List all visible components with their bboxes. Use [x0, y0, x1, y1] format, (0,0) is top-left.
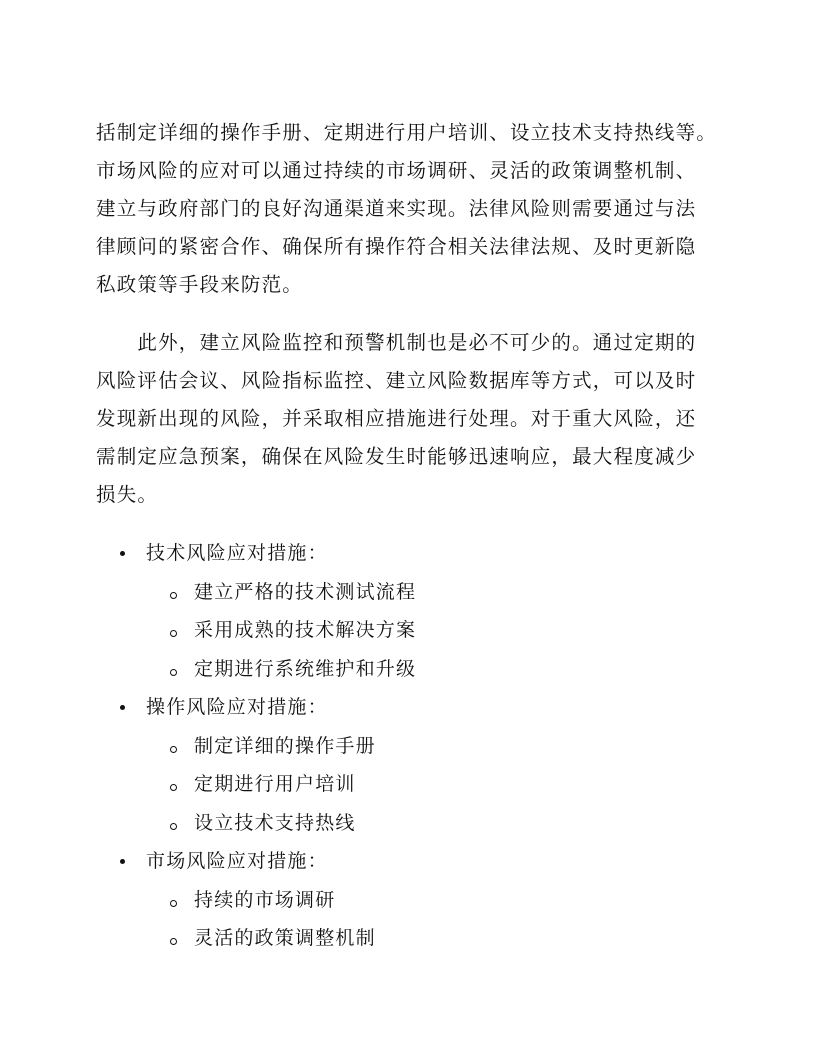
- sub-list-item: [96, 611, 736, 650]
- circle-bullet-icon: [170, 784, 177, 791]
- sub-list-item: [96, 573, 736, 612]
- bullet-dot-icon: [120, 859, 125, 864]
- sub-list: [96, 881, 736, 958]
- bullet-dot-icon: [120, 705, 125, 710]
- circle-bullet-icon: [170, 938, 177, 945]
- sub-item-text: 制定详细的操作手册: [194, 734, 376, 757]
- list-item-technical-risk: [96, 534, 736, 688]
- circle-bullet-icon: [170, 592, 177, 599]
- bullet-label: 市场风险应对措施：: [146, 850, 328, 872]
- bullet-heading: [96, 534, 736, 573]
- paragraph-line: 损失。: [96, 483, 159, 506]
- bullet-heading: [96, 842, 736, 881]
- sub-item-text: 持续的市场调研: [194, 888, 336, 911]
- paragraph-line: 此外，建立风险监控和预警机制也是必不可少的。通过定期的: [96, 331, 697, 354]
- circle-bullet-icon: [170, 630, 177, 637]
- paragraph-line: 私政策等手段来防范。: [96, 273, 304, 296]
- sub-list-item: [96, 804, 736, 843]
- paragraph-line: 需制定应急预案，确保在风险发生时能够迅速响应，最大程度减少: [96, 445, 697, 468]
- paragraph-risk-measures: [96, 114, 736, 304]
- paragraph-line: 风险评估会议、风险指标监控、建立风险数据库等方式，可以及时: [96, 369, 697, 392]
- sub-list: [96, 573, 736, 689]
- sub-item-text: 定期进行系统维护和升级: [194, 657, 417, 680]
- bullet-dot-icon: [120, 551, 125, 556]
- paragraph-line: 律顾问的紧密合作、确保所有操作符合相关法律法规、及时更新隐: [96, 235, 697, 258]
- bullet-label: 技术风险应对措施：: [146, 542, 328, 564]
- sub-item-text: 建立严格的技术测试流程: [194, 580, 417, 603]
- paragraph-risk-monitoring: [96, 324, 736, 514]
- sub-item-text: 设立技术支持热线: [194, 811, 356, 834]
- paragraph-line: 括制定详细的操作手册、定期进行用户培训、设立技术支持热线等。: [96, 121, 718, 144]
- paragraph-line: 建立与政府部门的良好沟通渠道来实现。法律风险则需要通过与法: [96, 197, 697, 220]
- circle-bullet-icon: [170, 669, 177, 676]
- sub-list: [96, 727, 736, 843]
- sub-item-text: 灵活的政策调整机制: [194, 927, 376, 949]
- list-item-market-risk: [96, 842, 736, 958]
- circle-bullet-icon: [170, 746, 177, 753]
- circle-bullet-icon: [170, 900, 177, 907]
- sub-list-item: [96, 881, 736, 920]
- sub-list-item: [96, 650, 736, 689]
- circle-bullet-icon: [170, 823, 177, 830]
- bullet-heading: [96, 688, 736, 727]
- sub-item-text: 采用成熟的技术解决方案: [194, 619, 417, 641]
- paragraph-line: 发现新出现的风险，并采取相应措施进行处理。对于重大风险，还: [96, 407, 697, 430]
- sub-list-item: [96, 727, 736, 766]
- risk-measures-list: [96, 534, 736, 958]
- bullet-label: 操作风险应对措施：: [146, 696, 328, 718]
- list-item-operational-risk: [96, 688, 736, 842]
- sub-list-item: [96, 919, 736, 958]
- sub-item-text: 定期进行用户培训: [194, 773, 356, 795]
- paragraph-line: 市场风险的应对可以通过持续的市场调研、灵活的政策调整机制、: [96, 159, 697, 182]
- sub-list-item: [96, 765, 736, 804]
